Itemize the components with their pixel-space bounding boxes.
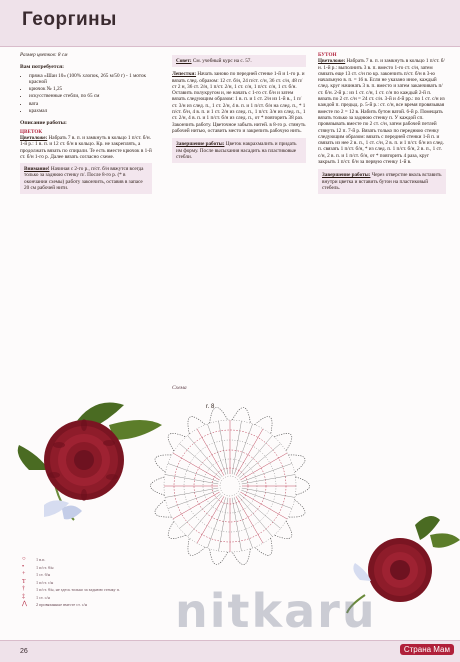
legend-row: [22, 556, 120, 564]
diagram-spoke: [242, 475, 295, 484]
column-right: [318, 52, 446, 194]
tip-label: Совет:: [176, 58, 192, 64]
diagram-row-mark: r. 8: [206, 404, 215, 410]
chain-icon: ○: [22, 556, 26, 562]
bud-center-paragraph: [318, 58, 446, 165]
diagram-spoke: [241, 463, 292, 481]
flower-center-label: Цветоложе:: [20, 134, 48, 141]
diagram-spoke: [219, 498, 228, 551]
legend-row: [22, 564, 120, 572]
diagram-spoke: [179, 444, 220, 479]
legend-row: [22, 579, 120, 587]
attention-text: Начиная с 2-го р., п/ст. б/н вяжутся всегда только за заднюю стенку п/. После 8-го р. (* в окончании схемы) работу закончить, оставив в запасе 20 см рабочей нити.: [24, 166, 144, 192]
petals-paragraph: [172, 71, 306, 134]
legend-text: 2 провязанные вместе ст. с/н: [36, 602, 87, 607]
bud-finish-box: [318, 169, 446, 194]
legend-text: 1 в.п.: [36, 557, 46, 562]
attention-box: [20, 163, 152, 194]
legend-row: [22, 571, 120, 579]
diagram-label: Схема: [172, 385, 187, 391]
materials-list: [20, 73, 152, 115]
diagram-petal: [232, 549, 250, 565]
description-title: Описание работы:: [20, 120, 67, 127]
double-crochet-icon: ‡: [22, 593, 25, 600]
single-crochet-icon: +: [22, 571, 26, 577]
bud-finish-text: Через отверстие вколь вставить внутри цветка и вставить бутон на пластиковый стебель.: [322, 172, 442, 191]
finish-text: Цветок накрахмалить и придать им форму. После высыхания насадить на пластиковые стебли.: [176, 141, 297, 160]
diagram-spoke: [179, 494, 220, 529]
diagram-spoke: [207, 497, 225, 548]
page-number: 26: [20, 648, 28, 655]
footer-band: [0, 640, 460, 662]
diagram-petal: [255, 417, 272, 434]
flower-center-text: Набрать 7 в. п. и замкнуть в кольцо 1 п/ст. б/н. 1-й р.: 1 в. п. и 12 ст. б/н в кольцо. Кр. не закреплять, а продолжать вязать по спирали. Те есть вместе крючок в 1-й ст. б/н 1-го р. Далее вязать согласно схеме.: [20, 134, 152, 160]
material-item: • крахмал: [29, 108, 152, 114]
flower-size: Размер цветков: 8 см: [20, 52, 68, 58]
diagram-petal: [188, 538, 205, 555]
watermark: nitkaru: [175, 584, 377, 638]
diagram-petal: [168, 521, 186, 539]
diagram-spoke: [197, 429, 224, 476]
petals-text: Начать заново по передней стенке 1-й и 1-го р. и вязать след. образом: 12 ст. б/н, 24 п/ст. с/н, 36 ст. с/н, 48 п/ст 2 н, 36 ст. 2/н, 1 п/ст. 2/н, 1 ст. с/н, 1 п/ст. с/н, 1 ст. б/н. Оставить полукругом и, не начать с 1-го ст. б/н и затем вязать следующим образом: 1 в. п. и 1 ст. 2/н из 1-й в., 1 п/ст. 3/н из след. п., 1 ст. 2/н, 4 в. п. и 1 п/ст. б/н на след. п., * 1 п/ст. б/н, 4 в. п. и 1 ст. 2/н из след. п., 1 п/ст. 3/н из след. п., 1 ст. 2/н, 4 в. п. и 1 п/ст. б/н из след. п., от * повторить 38 раз. Закончить работу. Цветочное забыть нитей. в 8-го р. стянуть рабочей нитью, оставить место и закрепить рабочую нить.: [172, 71, 306, 134]
diagram-petal: [155, 455, 172, 472]
legend-row: [22, 586, 120, 594]
diagram-petal: [155, 500, 172, 517]
flower-heading: ЦВЕТОК: [20, 128, 43, 135]
column-middle: [172, 52, 306, 163]
material-item: • пряжа «Шаи 10» (100% хлопок, 265 м/50 г) - 1 моток красной: [29, 73, 152, 86]
diagram-spoke: [165, 488, 218, 497]
legend-text: 1 ст. б/н: [36, 572, 51, 577]
bud-finish-label: Завершение работы:: [322, 172, 371, 179]
attention-label: Внимание!: [24, 166, 50, 173]
tip-box: [172, 55, 306, 67]
decrease-icon: ⋀: [22, 601, 27, 607]
diagram-spoke: [173, 453, 220, 480]
finish-label: Завершение работы:: [176, 141, 225, 148]
diagram-spoke: [238, 495, 273, 536]
legend-text: 1 п/ст. с/н: [36, 579, 54, 585]
finish-box: [172, 138, 306, 163]
diagram-petal: [255, 538, 272, 555]
crochet-diagram: [132, 388, 328, 584]
diagram-petal: [288, 500, 305, 517]
site-badge: Страна Мам: [400, 644, 454, 655]
diagram-spoke: [173, 492, 220, 519]
diagram-spoke: [232, 498, 241, 551]
half-double-icon: Т: [22, 578, 26, 585]
diagram-spoke: [219, 421, 228, 474]
diagram-petal: [274, 521, 292, 539]
material-item: • крючок № 1,25: [29, 86, 152, 92]
flower-center-paragraph: [20, 135, 152, 160]
diagram-petal: [150, 477, 164, 495]
page-title: Георгины: [22, 9, 117, 30]
diagram-petal: [232, 407, 250, 423]
bud-center-text: Набрать 7 в. п. и замкнуть в кольцо 1 п/ст. б/н. 1-й р.: выполнить 3 в. п. вместо 1-го ст. с/н, затем связать еще 13 ст. с/н по кр. закончить п/ст. б/н в 3-ю начальную в. п. = 16 в. Если не указано иное, каждый след. круг начинать 3 в. п. вместо и затем заканчивать п/ст. б/н. 2-й р.: из 1 ст. с/н, 1 ст. с/н по каждый 2-й п. вязать по 2 ст. с/н = 24 ст. с/н. 3-й и 4-й рр.: по 1 ст. с/н из каждой п. предыд. р. 5-й р.: ст. с/н, все время провязывая вместе по 2 = 12 в. Набить бутон ватой. 6-й р. Помещать вязать только за заднюю стенку п. У каждой сп. провязывать вместе по 2 ст. с/н, затем рабочей петлей стянуть 12 п. 7-й р. Вязать только по переднюю стенку следующим образом: вязать с передней стенки 1-й п. и связать из нее 2 в. п., 1 ст. с/н, 2 в. п. и 1 п/ст. б/н из след. п. связать 1 п/ст. б/н, * из след. п. 1 п/ст. б/н, 2 в. п., 1 ст. с/н, 2 в. п. и 1 п/ст. б/н, от * повторить 4 раза, круг закрыть 1 п/ст. б/н за первую стенку 1-й в.: [318, 58, 445, 166]
tip-text: См. учебный курс на с. 57.: [192, 58, 252, 64]
bud-heading: БУТОН: [318, 52, 337, 58]
legend-text: 1 п/ст. б/н, не здесь только за заднюю стенку п.: [36, 587, 120, 592]
diagram-spoke: [236, 496, 263, 543]
diagram-petal: [168, 433, 186, 451]
diagram-spoke: [242, 488, 295, 497]
slip-stitch-icon: •: [22, 563, 25, 570]
diagram-petal: [274, 433, 292, 451]
diagram-spoke: [197, 496, 224, 543]
column-left: [20, 52, 152, 194]
legend-text: 1 п/ст. б/н: [36, 564, 54, 570]
legend: [22, 556, 120, 609]
diagram-spoke: [239, 444, 280, 479]
diagram-petal: [288, 455, 305, 472]
diagram-ring: [220, 476, 240, 496]
diagram-spoke: [188, 495, 223, 536]
bud-center-label: Цветоложе:: [318, 58, 346, 65]
legend-text: 1 ст. с/н: [36, 594, 50, 600]
diagram-spoke: [236, 429, 263, 476]
diagram-spoke: [240, 453, 287, 480]
diagram-spoke: [240, 492, 287, 519]
diagram-spoke: [241, 490, 292, 508]
diagram-petal: [295, 477, 309, 495]
legend-row: [22, 594, 120, 602]
materials-title: Вам потребуется:: [20, 64, 64, 71]
diagram-spoke: [234, 497, 252, 548]
petals-label: Лепестки:: [172, 71, 197, 78]
material-item: • вата: [29, 101, 152, 107]
legend-row: [22, 601, 120, 609]
diagram-petal: [188, 417, 205, 434]
back-loop-icon: †: [22, 586, 25, 592]
material-item: • искусственные стебли, по 65 см: [29, 93, 152, 99]
diagram-spoke: [165, 475, 218, 484]
diagram-spoke: [232, 421, 241, 474]
